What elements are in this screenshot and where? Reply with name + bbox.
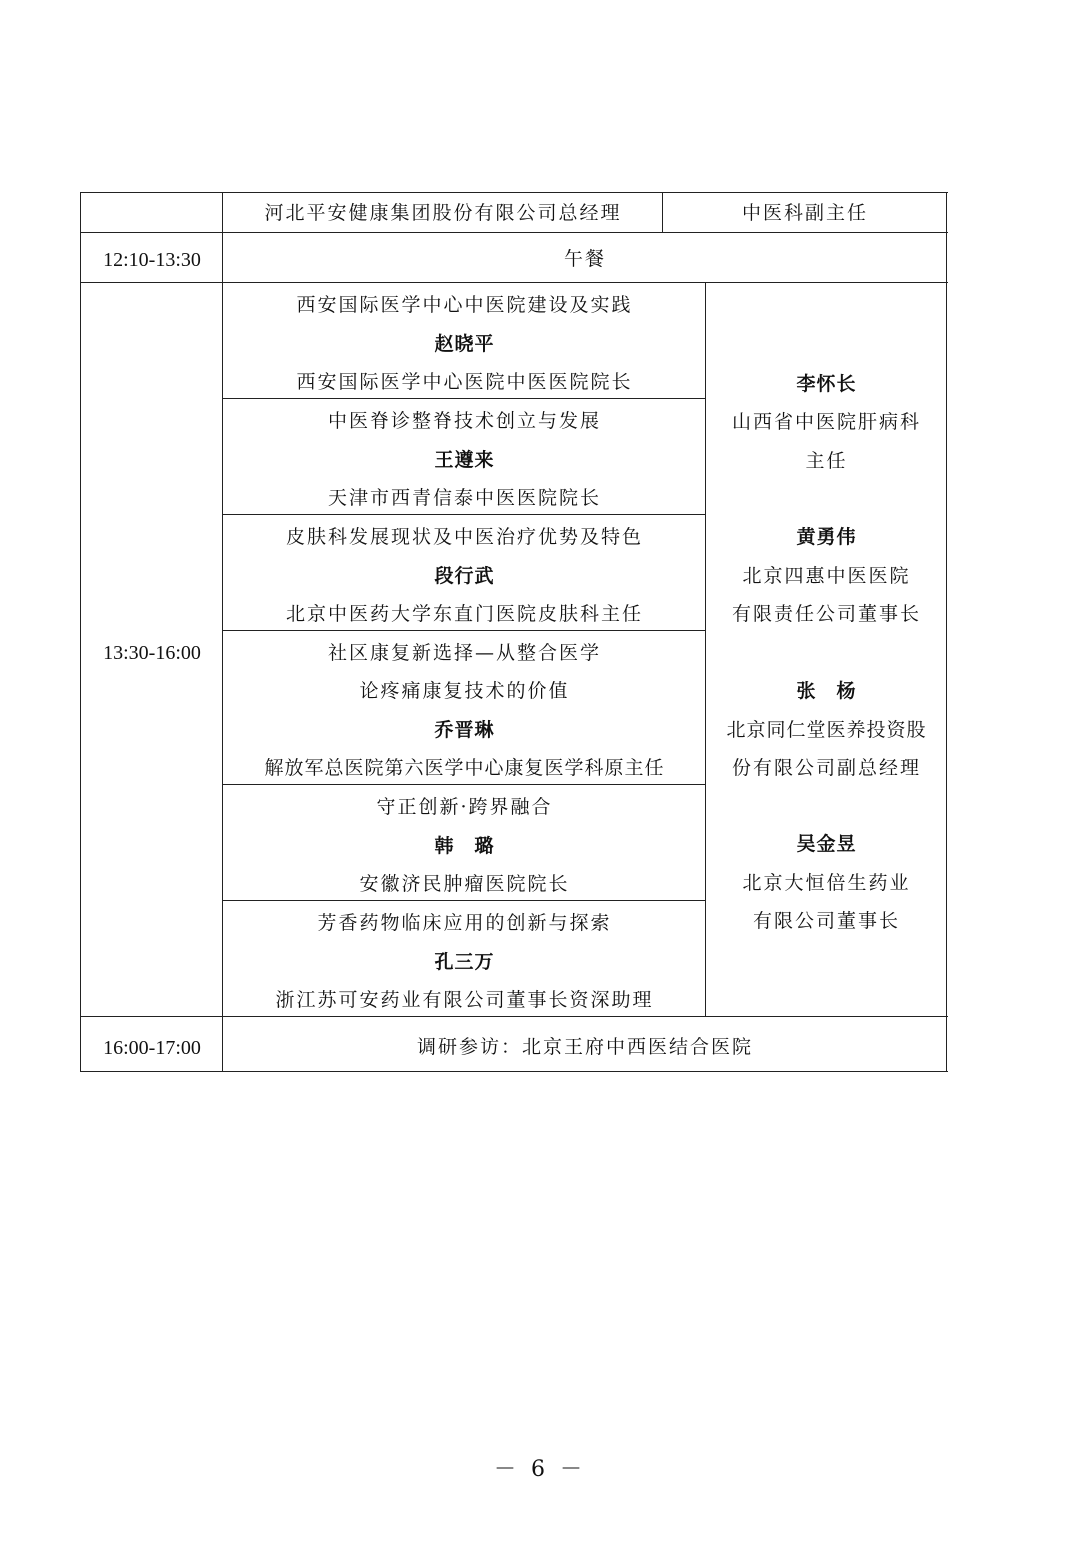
talk-title: 西安国际医学中心中医院建设及实践 — [296, 294, 633, 316]
afternoon-time: 13:30-16:00 — [103, 642, 201, 664]
moderator-org: 有限公司董事长 — [752, 910, 900, 932]
talk-title: 守正创新·跨界融合 — [376, 796, 553, 818]
talk-title: 芳香药物临床应用的创新与探索 — [317, 912, 612, 934]
talk-speaker: 韩 璐 — [434, 835, 495, 857]
talk-affiliation: 天津市西青信泰中医医院院长 — [327, 487, 601, 509]
page-number: － 6 － — [494, 1457, 586, 1482]
moderator-name: 张 杨 — [796, 680, 857, 702]
talk-title: 中医脊诊整脊技术创立与发展 — [327, 410, 601, 432]
moderator-org: 北京大恒倍生药业 — [742, 872, 911, 894]
talk-affiliation: 西安国际医学中心医院中医医院院长 — [296, 371, 633, 393]
moderator-org: 份有限公司副总经理 — [731, 757, 921, 779]
talk-affiliation: 浙江苏可安药业有限公司董事长资深助理 — [275, 989, 654, 1011]
lunch-label: 午餐 — [563, 248, 606, 270]
talk-speaker: 孔三万 — [434, 951, 495, 973]
lunch-time: 12:10-13:30 — [103, 249, 201, 271]
moderator-name: 李怀长 — [796, 373, 857, 395]
talk-title: 论疼痛康复技术的价值 — [359, 680, 570, 702]
talk-affiliation: 北京中医药大学东直门医院皮肤科主任 — [285, 603, 643, 625]
moderator-org: 主任 — [805, 450, 848, 472]
top-row-moderator-role: 中医科副主任 — [741, 202, 868, 224]
moderator-org: 有限责任公司董事长 — [731, 603, 921, 625]
talk-affiliation: 解放军总医院第六医学中心康复医学科原主任 — [264, 757, 665, 779]
talk-title: 皮肤科发展现状及中医治疗优势及特色 — [285, 526, 643, 548]
talk-affiliation: 安徽济民肿瘤医院院长 — [359, 873, 570, 895]
moderator-name: 吴金昱 — [796, 833, 857, 855]
moderator-name: 黄勇伟 — [796, 526, 857, 548]
moderator-org: 北京同仁堂医养投资股 — [726, 719, 927, 741]
visit-time: 16:00-17:00 — [103, 1037, 201, 1059]
top-row-org: 河北平安健康集团股份有限公司总经理 — [264, 202, 622, 224]
moderator-org: 山西省中医院肝病科 — [731, 411, 921, 433]
talk-title: 社区康复新选择—从整合医学 — [327, 642, 601, 664]
talk-speaker: 王遵来 — [434, 449, 495, 471]
moderator-org: 北京四惠中医医院 — [742, 565, 911, 587]
talk-speaker: 乔晋琳 — [434, 719, 495, 741]
talk-speaker: 段行武 — [434, 565, 495, 587]
talk-speaker: 赵晓平 — [434, 333, 495, 355]
visit-label: 调研参访：北京王府中西医结合医院 — [416, 1036, 753, 1058]
